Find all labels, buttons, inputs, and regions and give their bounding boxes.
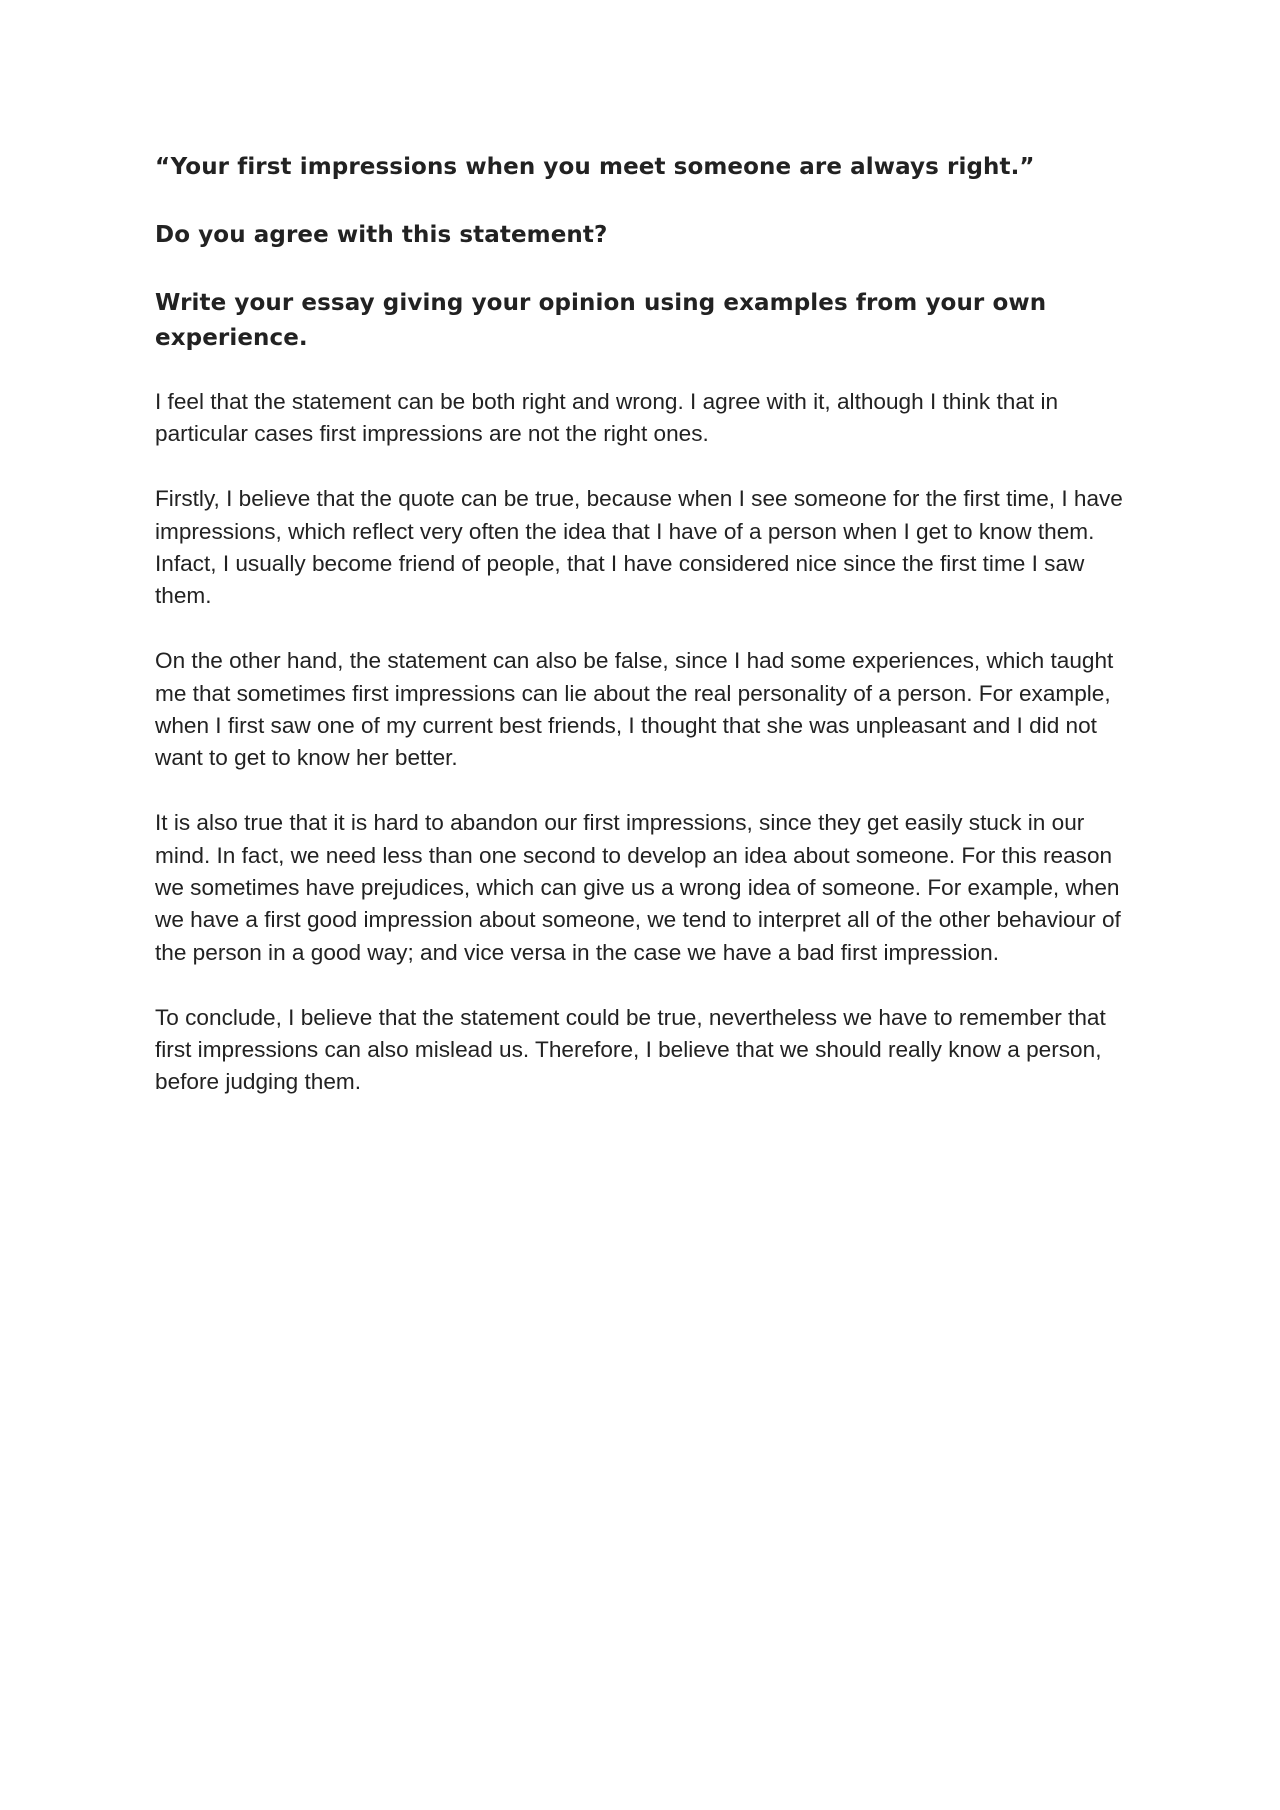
essay-paragraph-intro — [155, 386, 1135, 451]
essay-paragraph-other-hand — [155, 645, 1135, 775]
paragraph-line: Infact, I usually become friend of people, that I have considered nice since the first time I saw them. — [155, 551, 1085, 609]
essay-paragraph-firstly — [155, 483, 1135, 613]
essay-paragraph-conclusion — [155, 1002, 1135, 1099]
prompt-task: Write your essay giving your opinion using examples from your own experience. — [155, 290, 1047, 351]
prompt-quote: “Your first impressions when you meet someone are always right.” — [155, 154, 1035, 180]
paragraph-line: It is also true that it is hard to abandon our first impressions, since they get easily stuck in our mind. In fact, we need less than one second to develop an idea about someone. For this reason we sometimes have prejudices, which can give us a wrong idea of someone. For example, when we have a first good impression about someone, we tend to interpret all of the other behaviour of the person in a good way; and vice versa in the case we have a bad first impression. — [155, 810, 1121, 965]
paragraph-line: Firstly, I believe that the quote can be true, because when I see someone for the first time, I have impressions, which reflect very often the idea that I have of a person when I get to know them. — [155, 486, 1123, 544]
paragraph-line: To conclude, I believe that the statement could be true, nevertheless we have to remember that first impressions can also mislead us. Therefore, I believe that we should really know a person, before judging them. — [155, 1004, 1106, 1095]
prompt-question: Do you agree with this statement? — [155, 222, 608, 248]
essay-paragraph-also-true — [155, 807, 1135, 969]
essay-content — [155, 150, 1135, 1131]
paragraph-line: I feel that the statement can be both right and wrong. I agree with it, although I think that in particular cases first impressions are not the right ones. — [155, 389, 1059, 447]
paragraph-line: On the other hand, the statement can also be false, since I had some experiences, which taught me that sometimes first impressions can lie about the real personality of a person. For example, when I first saw one of my current best friends, I thought that she was unpleasant and I did not want to get to know her better. — [155, 648, 1114, 771]
